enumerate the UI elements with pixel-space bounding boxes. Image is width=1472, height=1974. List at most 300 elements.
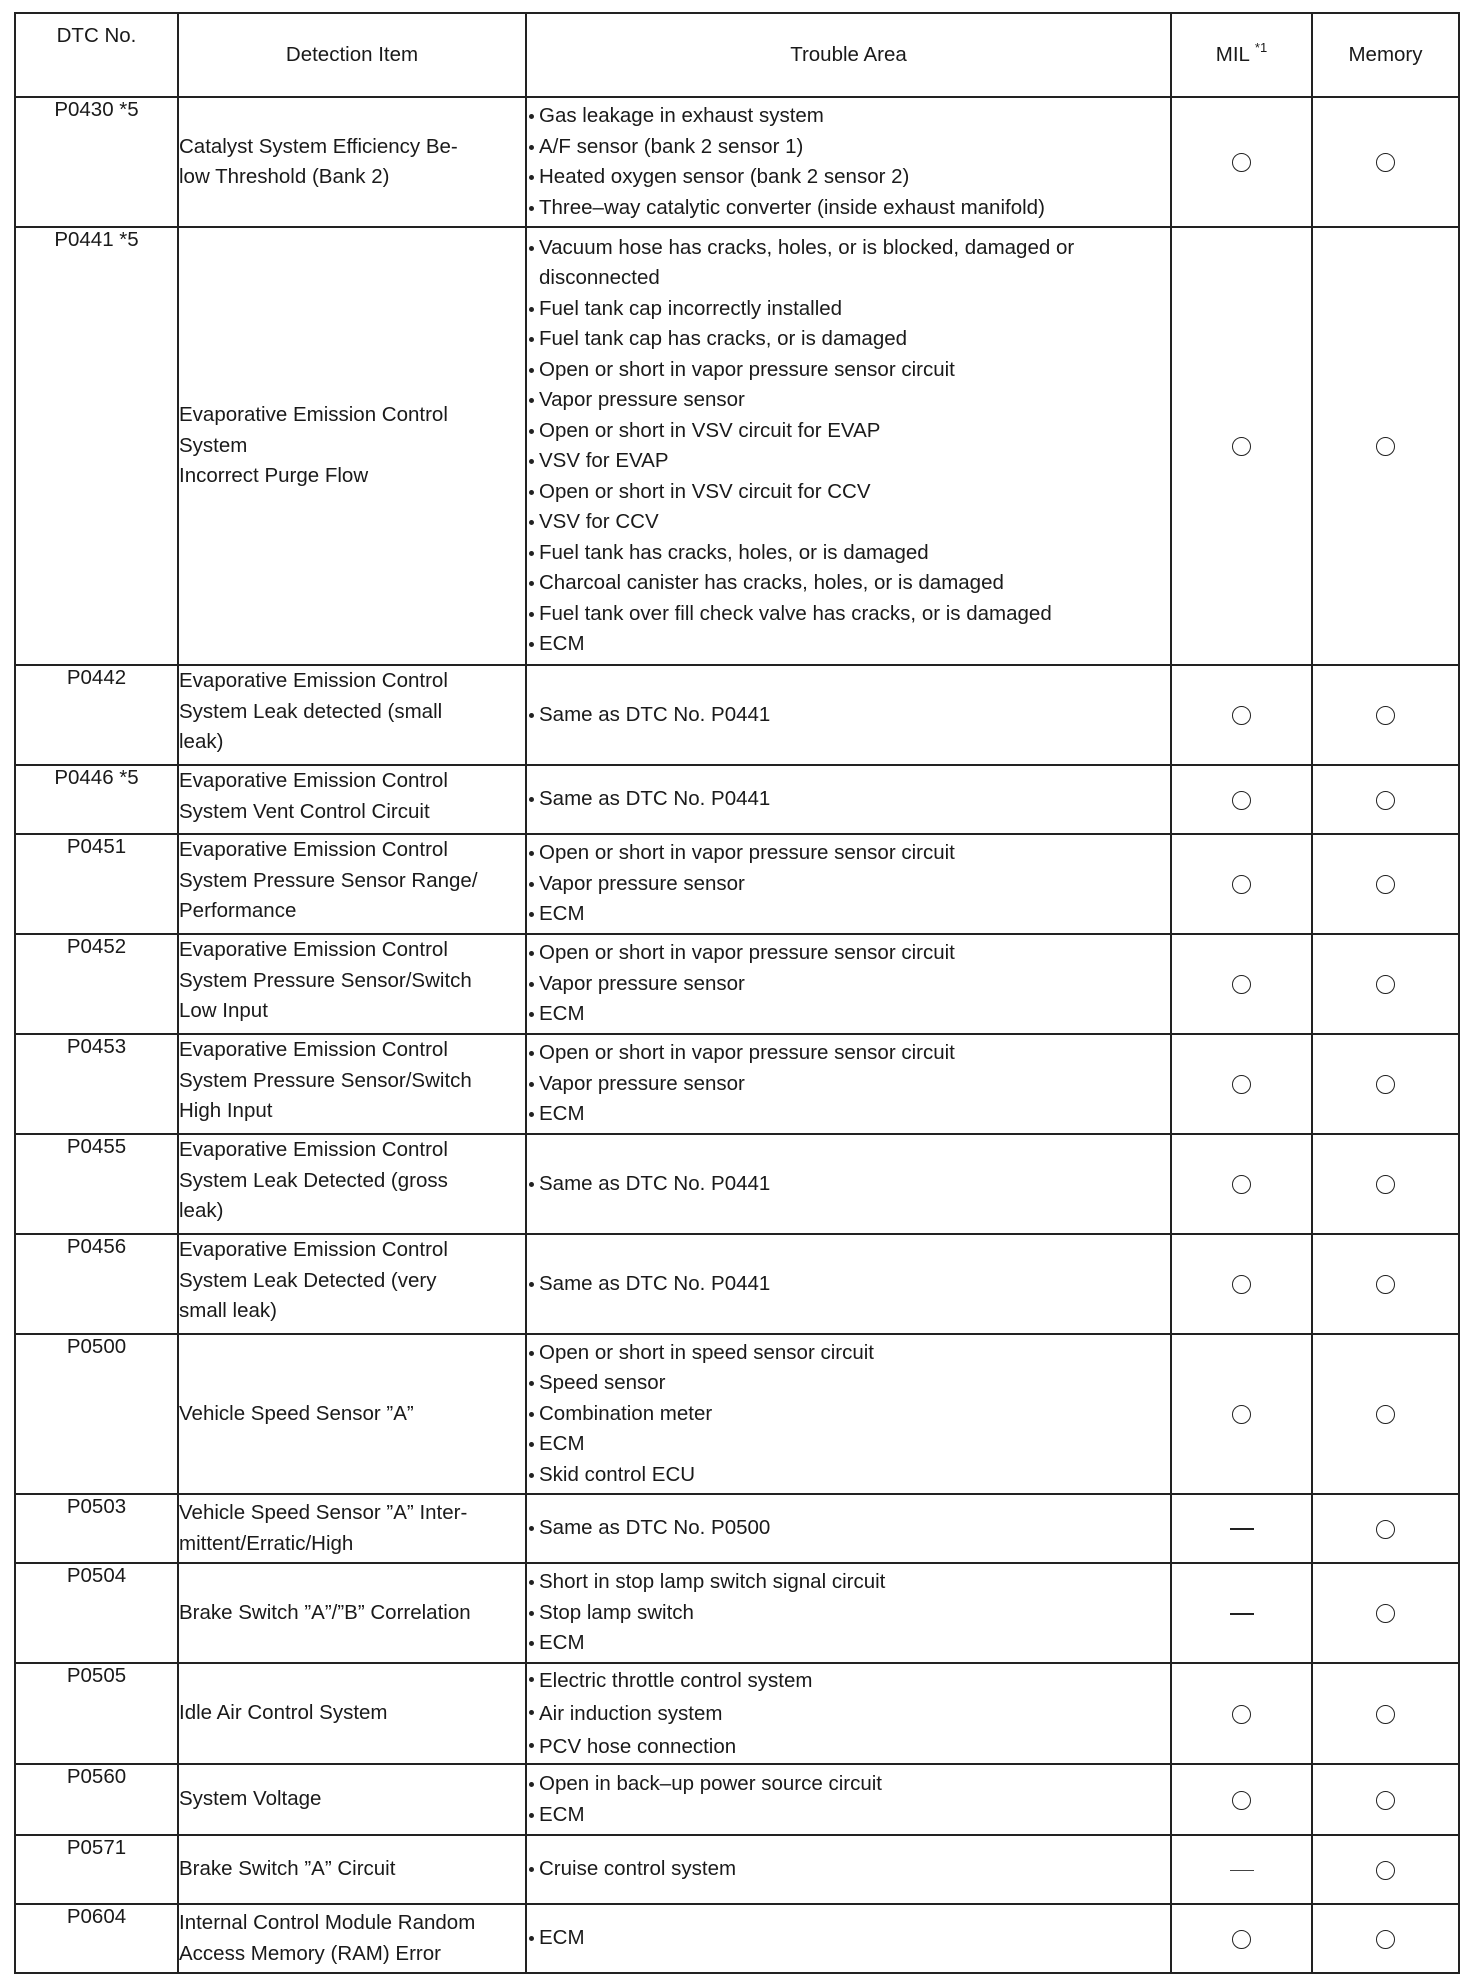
trouble-item xyxy=(527,1628,1170,1659)
trouble-area xyxy=(526,1034,1171,1134)
dtc-number: P0441 *5 xyxy=(15,227,178,665)
trouble-area xyxy=(526,934,1171,1034)
bullet-icon xyxy=(527,838,539,869)
trouble-item-text: PCV hose connection xyxy=(539,1735,737,1758)
trouble-item-text: ECM xyxy=(539,902,585,926)
bullet-icon xyxy=(527,1769,539,1800)
trouble-item-text: Stop lamp switch xyxy=(539,1600,694,1624)
bullet-icon xyxy=(527,1069,539,1100)
detection-line: System Leak Detected (very xyxy=(179,1268,437,1292)
detection-item xyxy=(178,665,526,765)
memory-circle-icon xyxy=(1376,706,1395,725)
table-row xyxy=(15,1494,1459,1563)
mil-circle-icon xyxy=(1232,975,1251,994)
mil-circle-icon xyxy=(1232,1791,1251,1810)
detection-line: Evaporative Emission Control xyxy=(179,838,448,861)
table-row xyxy=(15,834,1459,934)
trouble-item xyxy=(527,969,1170,1000)
detection-item xyxy=(178,1904,526,1973)
dtc-number: P0442 xyxy=(15,665,178,765)
trouble-item-text: Open or short in vapor pressure sensor circuit xyxy=(539,1041,955,1065)
bullet-icon xyxy=(527,568,539,599)
bullet-icon xyxy=(527,969,539,1000)
trouble-item-text: Open or short in vapor pressure sensor circuit xyxy=(539,357,955,381)
bullet-icon xyxy=(527,193,539,224)
trouble-item-text: Fuel tank has cracks, holes, or is damaged xyxy=(539,540,929,564)
detection-line: low Threshold (Bank 2) xyxy=(179,165,390,188)
trouble-item xyxy=(527,132,1170,163)
table-row xyxy=(15,765,1459,834)
memory-cell xyxy=(1312,1835,1459,1904)
dtc-number: P0560 xyxy=(15,1764,178,1835)
trouble-item xyxy=(527,1513,1170,1544)
memory-circle-icon xyxy=(1376,1075,1395,1094)
trouble-item xyxy=(527,700,1170,731)
mil-cell xyxy=(1171,1494,1312,1563)
table-row xyxy=(15,665,1459,765)
bullet-icon xyxy=(527,938,539,969)
header-dtc-no: DTC No. xyxy=(15,13,178,97)
bullet-icon xyxy=(527,324,539,355)
table-row xyxy=(15,1663,1459,1764)
trouble-item xyxy=(527,999,1170,1030)
dtc-table xyxy=(14,12,1460,1974)
trouble-item xyxy=(527,1697,1170,1730)
trouble-item xyxy=(527,629,1170,660)
detection-item xyxy=(178,934,526,1034)
bullet-icon xyxy=(527,355,539,386)
header-row xyxy=(15,13,1459,97)
trouble-item-text: ECM xyxy=(539,632,585,655)
bullet-icon xyxy=(527,784,539,815)
trouble-item xyxy=(527,233,1170,294)
trouble-item xyxy=(527,101,1170,132)
trouble-item xyxy=(527,355,1170,386)
detection-line: Evaporative Emission Control xyxy=(179,669,448,692)
memory-cell xyxy=(1312,1334,1459,1494)
table-row xyxy=(15,1234,1459,1334)
mil-cell xyxy=(1171,934,1312,1034)
dtc-number: P0446 *5 xyxy=(15,765,178,834)
header-detection-item: Detection Item xyxy=(178,13,526,97)
trouble-item xyxy=(527,1038,1170,1069)
dtc-number: P0500 xyxy=(15,1334,178,1494)
detection-line: Internal Control Module Random xyxy=(179,1911,476,1934)
trouble-item xyxy=(527,1567,1170,1598)
mil-circle-icon xyxy=(1232,437,1251,456)
dtc-number: P0451 xyxy=(15,834,178,934)
memory-cell xyxy=(1312,1563,1459,1663)
detection-line: Evaporative Emission Control xyxy=(179,769,448,792)
bullet-icon xyxy=(527,538,539,569)
header-mil-label: MIL xyxy=(1215,43,1250,66)
bullet-icon xyxy=(527,132,539,163)
trouble-item xyxy=(527,1368,1170,1399)
bullet-icon xyxy=(527,1923,539,1954)
detection-line: Performance xyxy=(179,899,297,922)
mil-cell xyxy=(1171,1134,1312,1234)
trouble-item-text: VSV for CCV xyxy=(539,510,659,533)
mil-circle-icon xyxy=(1232,1175,1251,1194)
memory-circle-icon xyxy=(1376,791,1395,810)
table-row xyxy=(15,1334,1459,1494)
bullet-icon xyxy=(527,1038,539,1069)
memory-cell xyxy=(1312,1494,1459,1563)
mil-dash-icon xyxy=(1230,1613,1254,1615)
detection-item xyxy=(178,1764,526,1835)
trouble-item-text: Air induction system xyxy=(539,1702,723,1725)
header-mil xyxy=(1171,13,1312,97)
trouble-item xyxy=(527,1169,1170,1200)
trouble-item-text: Open or short in VSV circuit for EVAP xyxy=(539,418,881,442)
detection-item xyxy=(178,1034,526,1134)
trouble-item-text: Fuel tank over fill check valve has cracks, or is damaged xyxy=(539,601,1052,625)
detection-line: mittent/Erratic/High xyxy=(179,1531,354,1555)
mil-circle-icon xyxy=(1232,1405,1251,1424)
detection-item xyxy=(178,1494,526,1563)
detection-line: Vehicle Speed Sensor ”A” xyxy=(179,1401,414,1425)
trouble-item xyxy=(527,416,1170,447)
bullet-icon xyxy=(527,1513,539,1544)
detection-line: System Pressure Sensor Range/ xyxy=(179,868,478,892)
detection-line: Evaporative Emission Control xyxy=(179,938,448,961)
detection-line: leak) xyxy=(179,1199,224,1222)
trouble-area xyxy=(526,1835,1171,1904)
detection-line: Idle Air Control System xyxy=(179,1701,388,1725)
trouble-item xyxy=(527,1429,1170,1460)
trouble-item xyxy=(527,1099,1170,1130)
bullet-icon xyxy=(527,1800,539,1831)
trouble-item xyxy=(527,1664,1170,1697)
bullet-icon xyxy=(527,1567,539,1598)
trouble-item xyxy=(527,899,1170,930)
bullet-icon xyxy=(527,1664,539,1697)
trouble-item xyxy=(527,838,1170,869)
trouble-item xyxy=(527,162,1170,193)
table-row xyxy=(15,1835,1459,1904)
trouble-item-text: Heated oxygen sensor (bank 2 sensor 2) xyxy=(539,165,910,188)
detection-item xyxy=(178,834,526,934)
trouble-item-text: Open or short in vapor pressure sensor circuit xyxy=(539,941,955,965)
trouble-item xyxy=(527,477,1170,508)
trouble-item-text: Open in back–up power source circuit xyxy=(539,1772,882,1795)
detection-line: System Pressure Sensor/Switch xyxy=(179,968,472,992)
mil-circle-icon xyxy=(1232,791,1251,810)
bullet-icon xyxy=(527,1628,539,1659)
table-row xyxy=(15,1034,1459,1134)
header-mil-footnote: *1 xyxy=(1254,40,1268,55)
bullet-icon xyxy=(527,700,539,731)
trouble-item-text: VSV for EVAP xyxy=(539,449,669,472)
bullet-icon xyxy=(527,1099,539,1130)
trouble-item xyxy=(527,1730,1170,1763)
mil-cell xyxy=(1171,1334,1312,1494)
bullet-icon xyxy=(527,1730,539,1763)
detection-item xyxy=(178,1134,526,1234)
trouble-item xyxy=(527,1338,1170,1369)
trouble-item xyxy=(527,599,1170,630)
bullet-icon xyxy=(527,1697,539,1730)
trouble-item-text: Fuel tank cap incorrectly installed xyxy=(539,296,843,320)
trouble-area xyxy=(526,1663,1171,1764)
memory-cell xyxy=(1312,1234,1459,1334)
mil-circle-icon xyxy=(1232,1275,1251,1294)
trouble-item-text: Fuel tank cap has cracks, or is damaged xyxy=(539,327,908,350)
bullet-icon xyxy=(527,1598,539,1629)
mil-cell xyxy=(1171,834,1312,934)
detection-line: System Pressure Sensor/Switch xyxy=(179,1068,472,1092)
memory-cell xyxy=(1312,1034,1459,1134)
bullet-icon xyxy=(527,446,539,477)
detection-line: System Vent Control Circuit xyxy=(179,799,430,823)
trouble-item-text: Same as DTC No. P0441 xyxy=(539,702,771,726)
trouble-item xyxy=(527,1269,1170,1300)
detection-line: Evaporative Emission Control xyxy=(179,403,448,427)
trouble-item xyxy=(527,446,1170,477)
dtc-number: P0504 xyxy=(15,1563,178,1663)
trouble-item-text: Combination meter xyxy=(539,1401,713,1425)
trouble-area xyxy=(526,1134,1171,1234)
dtc-number: P0453 xyxy=(15,1034,178,1134)
trouble-item-text: ECM xyxy=(539,1631,585,1655)
dtc-number: P0503 xyxy=(15,1494,178,1563)
bullet-icon xyxy=(527,507,539,538)
trouble-item-text: ECM xyxy=(539,1002,585,1026)
trouble-item-text: Electric throttle control system xyxy=(539,1669,813,1692)
detection-line: Vehicle Speed Sensor ”A” Inter- xyxy=(179,1501,468,1524)
detection-line: System xyxy=(179,433,248,457)
detection-item xyxy=(178,1663,526,1764)
header-memory: Memory xyxy=(1312,13,1459,97)
trouble-item xyxy=(527,1769,1170,1800)
memory-circle-icon xyxy=(1376,153,1395,172)
detection-item xyxy=(178,1563,526,1663)
mil-cell xyxy=(1171,1234,1312,1334)
memory-circle-icon xyxy=(1376,1175,1395,1194)
trouble-area xyxy=(526,1234,1171,1334)
mil-circle-icon xyxy=(1232,1930,1251,1949)
bullet-icon xyxy=(527,162,539,193)
memory-circle-icon xyxy=(1376,1705,1395,1724)
mil-dash-icon xyxy=(1230,1870,1254,1871)
trouble-item-text: ECM xyxy=(539,1802,585,1826)
memory-circle-icon xyxy=(1376,437,1395,456)
bullet-icon xyxy=(527,1460,539,1491)
bullet-icon xyxy=(527,599,539,630)
trouble-item-text: Speed sensor xyxy=(539,1371,666,1395)
detection-item xyxy=(178,227,526,665)
detection-line: System Leak detected (small xyxy=(179,699,443,723)
trouble-item-text: Same as DTC No. P0441 xyxy=(539,1171,771,1195)
trouble-item xyxy=(527,1854,1170,1885)
trouble-item xyxy=(527,507,1170,538)
table-row xyxy=(15,1134,1459,1234)
table-row xyxy=(15,1764,1459,1835)
trouble-item-text: Same as DTC No. P0441 xyxy=(539,787,771,811)
bullet-icon xyxy=(527,1169,539,1200)
trouble-item xyxy=(527,568,1170,599)
detection-line: Evaporative Emission Control xyxy=(179,1238,448,1261)
trouble-item-text: ECM xyxy=(539,1432,585,1456)
table-row xyxy=(15,227,1459,665)
trouble-item-text: Open or short in VSV circuit for CCV xyxy=(539,479,871,503)
memory-cell xyxy=(1312,665,1459,765)
mil-cell xyxy=(1171,1034,1312,1134)
trouble-area xyxy=(526,1334,1171,1494)
detection-line: Evaporative Emission Control xyxy=(179,1038,448,1061)
dtc-number: P0505 xyxy=(15,1663,178,1764)
bullet-icon xyxy=(527,1429,539,1460)
detection-line: Catalyst System Efficiency Be- xyxy=(179,134,458,158)
trouble-item xyxy=(527,324,1170,355)
mil-circle-icon xyxy=(1232,1075,1251,1094)
memory-cell xyxy=(1312,1764,1459,1835)
trouble-item xyxy=(527,1460,1170,1491)
trouble-item-text: Open or short in vapor pressure sensor circuit xyxy=(539,841,955,865)
bullet-icon xyxy=(527,1399,539,1430)
detection-line: Evaporative Emission Control xyxy=(179,1138,448,1161)
bullet-icon xyxy=(527,899,539,930)
detection-line: small leak) xyxy=(179,1299,277,1322)
bullet-icon xyxy=(527,101,539,132)
trouble-item xyxy=(527,1800,1170,1831)
trouble-area xyxy=(526,834,1171,934)
bullet-icon xyxy=(527,416,539,447)
bullet-icon xyxy=(527,385,539,416)
table-row xyxy=(15,934,1459,1034)
trouble-item-text: Three–way catalytic converter (inside exhaust manifold) xyxy=(539,195,1045,219)
trouble-item-text: Vapor pressure sensor xyxy=(539,971,745,995)
bullet-icon xyxy=(527,1854,539,1885)
memory-circle-icon xyxy=(1376,1930,1395,1949)
trouble-item xyxy=(527,385,1170,416)
trouble-item xyxy=(527,784,1170,815)
bullet-icon xyxy=(527,233,539,294)
memory-cell xyxy=(1312,227,1459,665)
trouble-area xyxy=(526,765,1171,834)
memory-circle-icon xyxy=(1376,1275,1395,1294)
bullet-icon xyxy=(527,999,539,1030)
trouble-item xyxy=(527,1399,1170,1430)
mil-cell xyxy=(1171,1663,1312,1764)
trouble-item-text: Vapor pressure sensor xyxy=(539,871,745,895)
bullet-icon xyxy=(527,1368,539,1399)
detection-line: Low Input xyxy=(179,999,268,1022)
trouble-area xyxy=(526,665,1171,765)
trouble-item-text: Open or short in speed sensor circuit xyxy=(539,1340,874,1364)
mil-cell xyxy=(1171,1835,1312,1904)
mil-cell xyxy=(1171,97,1312,227)
memory-cell xyxy=(1312,934,1459,1034)
trouble-item xyxy=(527,1923,1170,1954)
trouble-area xyxy=(526,1563,1171,1663)
detection-line: Brake Switch ”A” Circuit xyxy=(179,1857,396,1881)
dtc-number: P0452 xyxy=(15,934,178,1034)
trouble-item xyxy=(527,193,1170,224)
trouble-item xyxy=(527,938,1170,969)
trouble-area xyxy=(526,1764,1171,1835)
memory-cell xyxy=(1312,97,1459,227)
bullet-icon xyxy=(527,629,539,660)
memory-cell xyxy=(1312,765,1459,834)
bullet-icon xyxy=(527,477,539,508)
detection-line: Incorrect Purge Flow xyxy=(179,464,369,488)
trouble-area xyxy=(526,1494,1171,1563)
trouble-item xyxy=(527,294,1170,325)
detection-line: Access Memory (RAM) Error xyxy=(179,1941,441,1965)
dtc-number: P0604 xyxy=(15,1904,178,1973)
memory-circle-icon xyxy=(1376,1520,1395,1539)
memory-circle-icon xyxy=(1376,1861,1395,1880)
header-trouble-area: Trouble Area xyxy=(526,13,1171,97)
trouble-item-text: ECM xyxy=(539,1102,585,1126)
trouble-item-text: Short in stop lamp switch signal circuit xyxy=(539,1570,886,1594)
mil-circle-icon xyxy=(1232,1705,1251,1724)
detection-line: System Leak Detected (gross xyxy=(179,1168,448,1192)
detection-item xyxy=(178,1234,526,1334)
bullet-icon xyxy=(527,1269,539,1300)
mil-cell xyxy=(1171,1563,1312,1663)
memory-circle-icon xyxy=(1376,1405,1395,1424)
mil-cell xyxy=(1171,1904,1312,1973)
memory-circle-icon xyxy=(1376,975,1395,994)
mil-dash-icon xyxy=(1230,1528,1254,1530)
bullet-icon xyxy=(527,1338,539,1369)
trouble-area xyxy=(526,1904,1171,1973)
detection-item xyxy=(178,97,526,227)
mil-cell xyxy=(1171,1764,1312,1835)
mil-circle-icon xyxy=(1232,153,1251,172)
mil-circle-icon xyxy=(1232,706,1251,725)
detection-line: High Input xyxy=(179,1099,273,1122)
memory-cell xyxy=(1312,1663,1459,1764)
table-row xyxy=(15,1563,1459,1663)
memory-cell xyxy=(1312,1904,1459,1973)
trouble-item xyxy=(527,1069,1170,1100)
memory-circle-icon xyxy=(1376,1791,1395,1810)
detection-item xyxy=(178,1835,526,1904)
trouble-item-text: Skid control ECU xyxy=(539,1462,696,1486)
trouble-area xyxy=(526,97,1171,227)
detection-item xyxy=(178,765,526,834)
detection-line: System Voltage xyxy=(179,1787,322,1811)
trouble-item-text: Vapor pressure sensor xyxy=(539,1071,745,1095)
detection-line: Brake Switch ”A”/”B” Correlation xyxy=(179,1600,471,1624)
trouble-item-text: Vacuum hose has cracks, holes, or is blocked, damaged or disconnected xyxy=(539,235,1075,289)
trouble-item-text: Gas leakage in exhaust system xyxy=(539,104,824,127)
trouble-item-text: Cruise control system xyxy=(539,1857,737,1881)
memory-circle-icon xyxy=(1376,1604,1395,1623)
trouble-item xyxy=(527,538,1170,569)
trouble-item-text: Same as DTC No. P0500 xyxy=(539,1516,771,1540)
dtc-number: P0455 xyxy=(15,1134,178,1234)
bullet-icon xyxy=(527,294,539,325)
trouble-item xyxy=(527,869,1170,900)
memory-circle-icon xyxy=(1376,875,1395,894)
memory-cell xyxy=(1312,834,1459,934)
mil-cell xyxy=(1171,765,1312,834)
detection-item xyxy=(178,1334,526,1494)
dtc-number: P0571 xyxy=(15,1835,178,1904)
mil-cell xyxy=(1171,227,1312,665)
trouble-item-text: ECM xyxy=(539,1926,585,1950)
table-row xyxy=(15,1904,1459,1973)
mil-cell xyxy=(1171,665,1312,765)
trouble-area xyxy=(526,227,1171,665)
dtc-number: P0430 *5 xyxy=(15,97,178,227)
memory-cell xyxy=(1312,1134,1459,1234)
dtc-number: P0456 xyxy=(15,1234,178,1334)
